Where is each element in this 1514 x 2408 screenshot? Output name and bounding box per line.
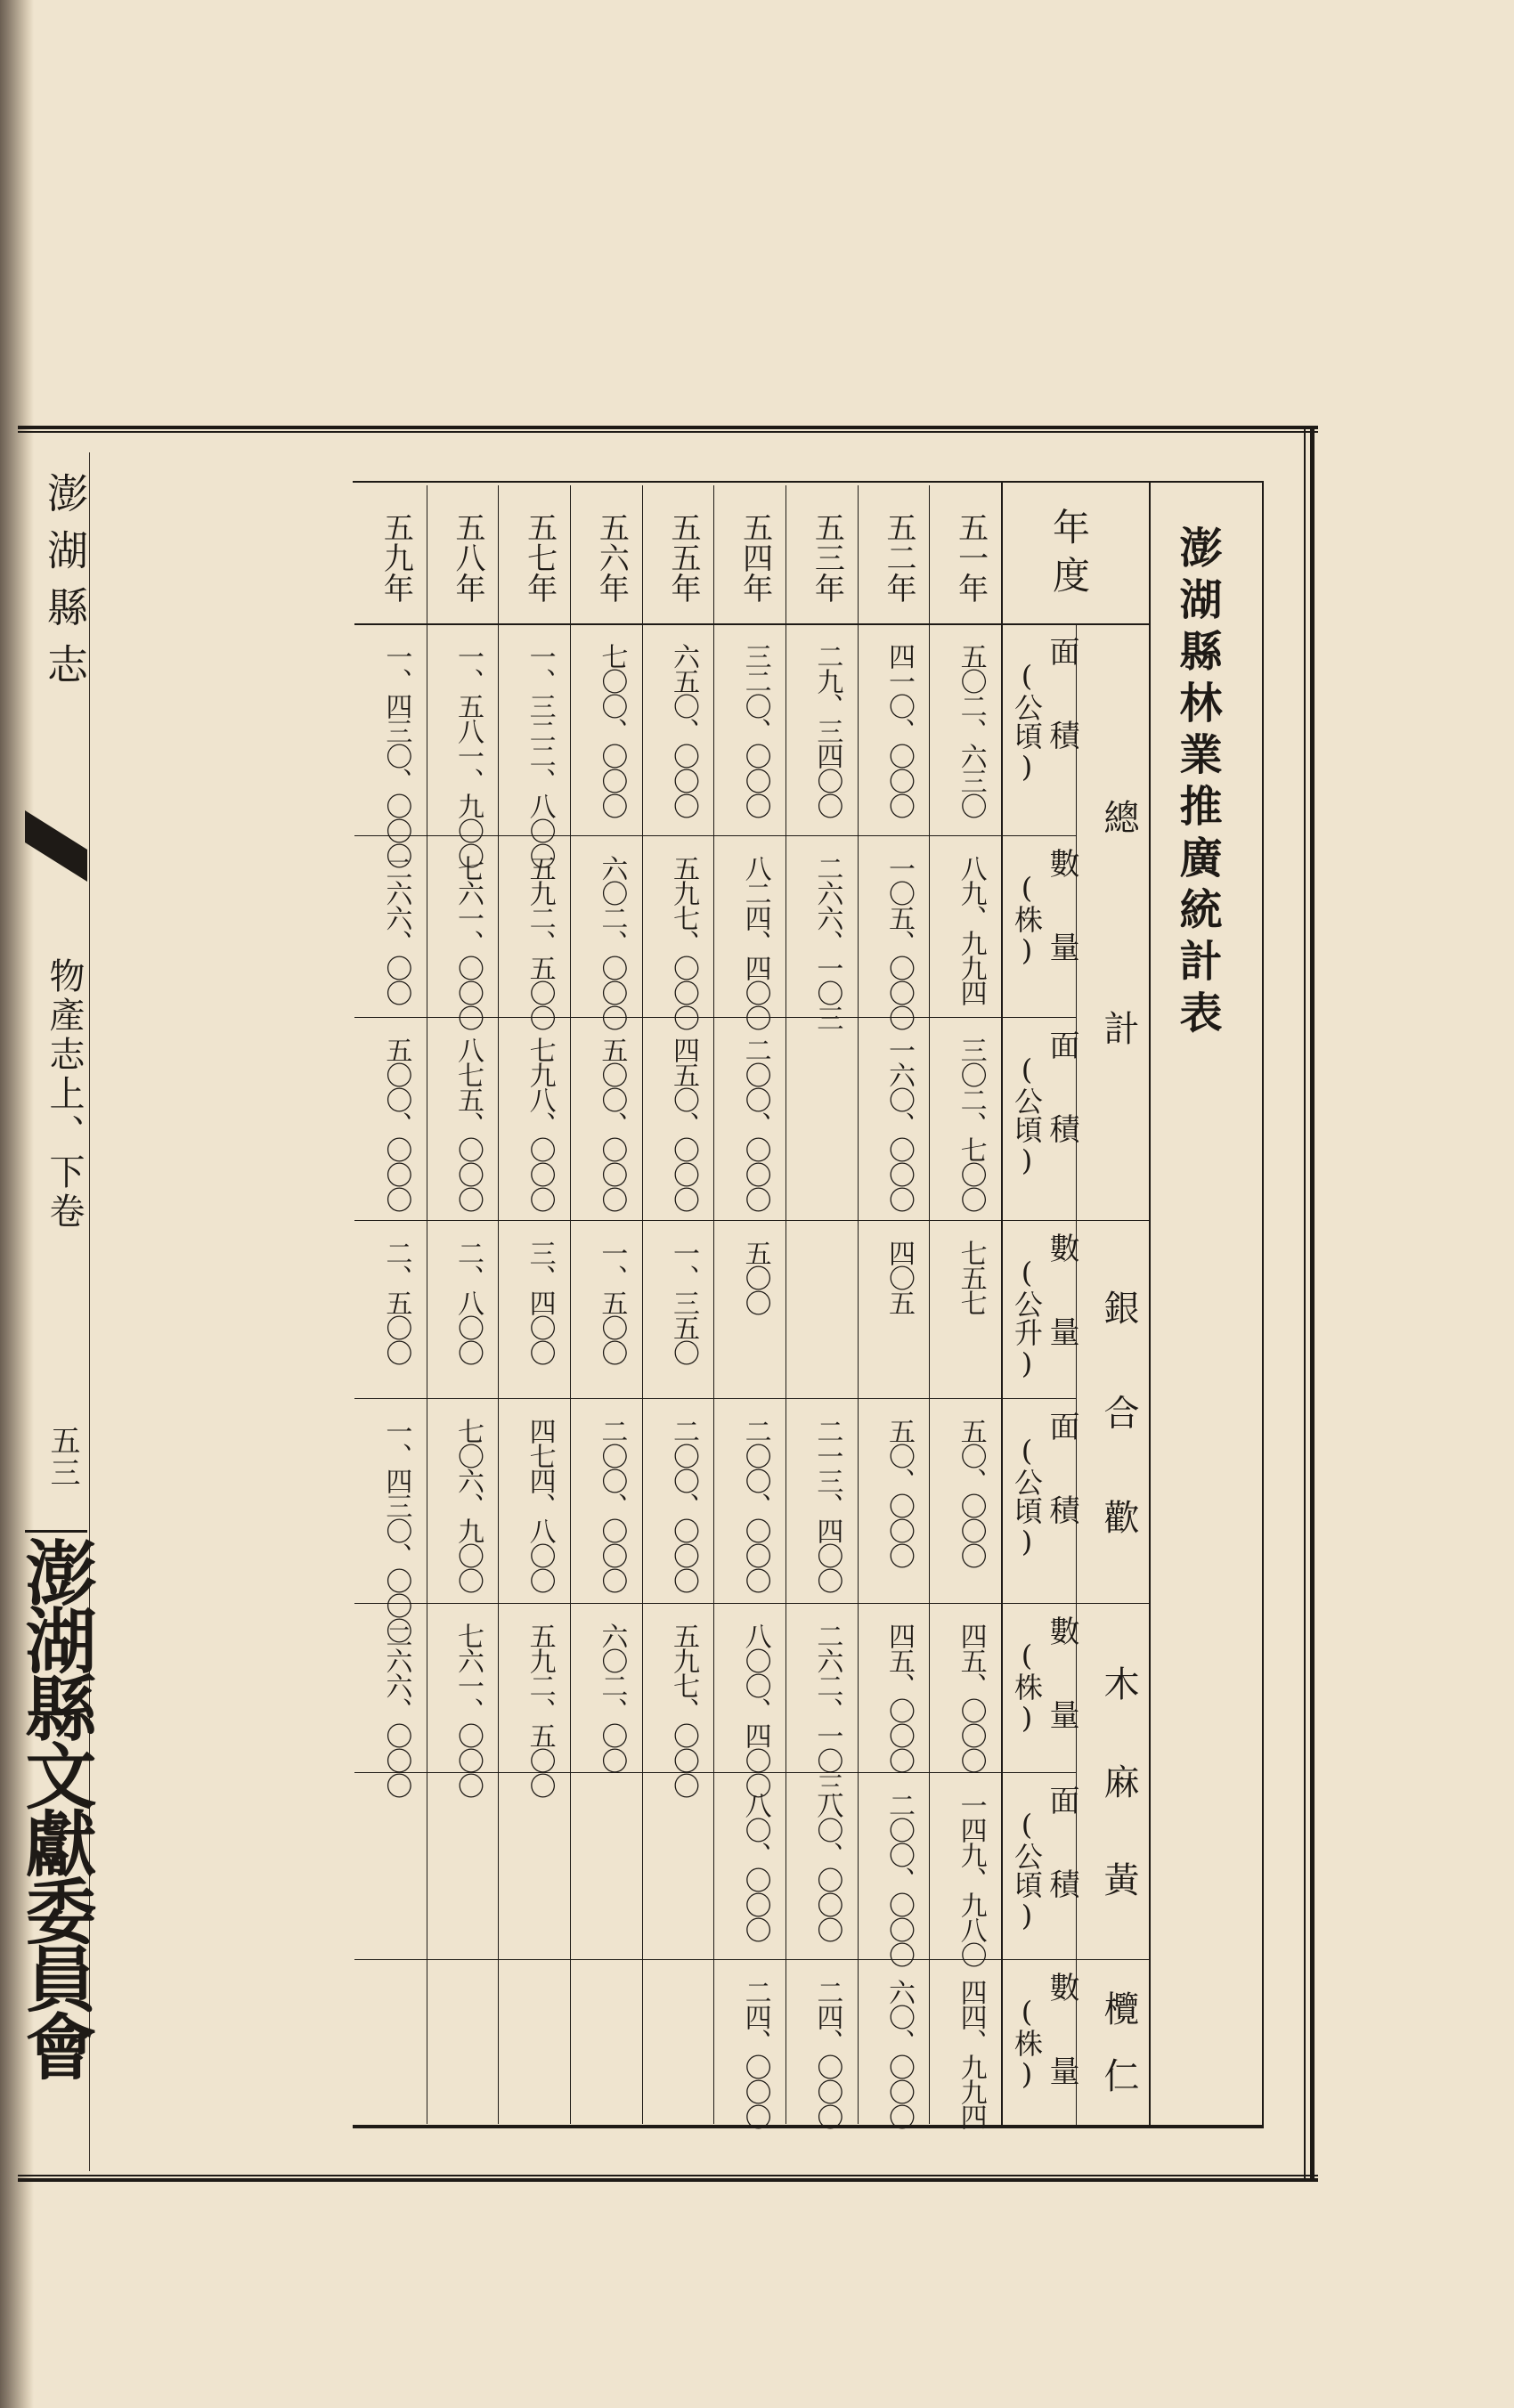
row-rule-7 xyxy=(498,485,499,2124)
sub-header-1: 數量 xyxy=(1044,848,1079,1015)
table-cell-3-6: 八〇、〇〇〇 xyxy=(739,1792,771,1941)
table-cell-2-6: 八〇、〇〇〇 xyxy=(811,1792,843,1941)
table-cell-6-0: 一、三二二、八〇〇 xyxy=(524,643,556,867)
year-label-1: 五二年 xyxy=(881,512,916,603)
table-cell-1-3: 四〇五 xyxy=(883,1240,915,1314)
table-cell-0-3: 七五七 xyxy=(955,1240,987,1314)
table-cell-1-5: 四五、〇〇〇 xyxy=(883,1623,915,1772)
row-rule-4 xyxy=(713,485,714,2124)
sub-header-4: 面積 xyxy=(1044,1411,1079,1578)
table-cell-3-0: 三二〇、〇〇〇 xyxy=(739,643,771,818)
year-label-2: 五三年 xyxy=(809,512,845,603)
sub-unit-4: (公頃) xyxy=(1010,1434,1044,1558)
table-cell-8-5: 二六六、〇〇〇 xyxy=(380,1623,412,1797)
sub-header-3: 數量 xyxy=(1044,1232,1079,1400)
table-cell-2-0: 二九、三四〇〇 xyxy=(811,643,843,818)
table-cell-7-4: 七〇六、九〇〇 xyxy=(452,1418,484,1592)
table-cell-7-1: 七六一、〇〇〇 xyxy=(452,855,484,1029)
table-cell-8-1: 二六六、〇〇 xyxy=(380,855,412,1005)
table-cell-2-7: 二四、〇〇〇 xyxy=(811,1979,843,2128)
table-cell-3-4: 二〇〇、〇〇〇 xyxy=(739,1418,771,1592)
section-title: 物產志上、下卷 xyxy=(44,957,85,1232)
column-rule-3 xyxy=(354,1220,1076,1221)
table-cell-1-7: 六〇、〇〇〇 xyxy=(883,1979,915,2128)
table-cell-0-7: 四四、九九四 xyxy=(955,1979,987,2128)
table-cell-7-2: 八七五、〇〇〇 xyxy=(452,1037,484,1211)
table-title: 澎湖縣林業推廣統計表 xyxy=(1172,525,1222,1042)
year-label-5: 五六年 xyxy=(593,512,630,603)
table-cell-4-0: 六五〇、〇〇〇 xyxy=(668,643,699,818)
margin-divider xyxy=(25,1530,87,1533)
page-number: 五三 xyxy=(45,1425,80,1489)
table-cell-0-0: 五〇二、六三〇 xyxy=(955,643,987,818)
table-cell-1-4: 五〇、〇〇〇 xyxy=(883,1418,915,1567)
table-cell-1-1: 一〇五、〇〇〇 xyxy=(883,855,915,1029)
fishtail-mark xyxy=(25,810,87,882)
table-cell-1-6: 二〇〇、〇〇〇 xyxy=(883,1792,915,1966)
table-cell-3-2: 二〇〇、〇〇〇 xyxy=(739,1037,771,1211)
column-rule-4 xyxy=(354,1398,1076,1399)
row-rule-1 xyxy=(929,485,930,2124)
header-band-rule xyxy=(1001,481,1003,2128)
book-name: 澎湖縣志 xyxy=(41,472,89,700)
table-cell-4-4: 二〇〇、〇〇〇 xyxy=(668,1418,699,1592)
year-label-7: 五八年 xyxy=(450,512,485,603)
row-rule-2 xyxy=(858,485,859,2124)
table-cell-3-3: 五〇〇 xyxy=(739,1240,771,1314)
group-name-0: 總計 xyxy=(1098,798,1139,1220)
table-cell-0-1: 八九、九九四 xyxy=(955,855,987,1005)
group-name-2: 木麻黃 xyxy=(1098,1665,1139,1959)
title-column-rule xyxy=(1149,481,1151,2128)
table-cell-0-2: 三〇二、七〇〇 xyxy=(955,1037,987,1211)
table-cell-3-5: 八〇〇、四〇〇 xyxy=(739,1623,771,1797)
table-cell-4-1: 五九七、〇〇〇 xyxy=(668,855,699,1029)
publisher-name: 澎湖縣文獻委員會 xyxy=(13,1536,97,2078)
sub-unit-6: (公頃) xyxy=(1010,1808,1044,1932)
row-rule-3 xyxy=(785,485,786,2124)
table-cell-8-3: 二、五〇〇 xyxy=(380,1240,412,1364)
table-cell-5-2: 五〇〇、〇〇〇 xyxy=(596,1037,628,1211)
table-cell-2-1: 二六六、一〇三 xyxy=(811,855,843,1029)
sub-unit-3: (公升) xyxy=(1010,1256,1044,1380)
table-cell-0-6: 一四九、九八〇 xyxy=(955,1792,987,1966)
table-cell-7-3: 二、八〇〇 xyxy=(452,1240,484,1364)
table-cell-0-4: 五〇、〇〇〇 xyxy=(955,1418,987,1567)
table-cell-4-3: 一、三五〇 xyxy=(668,1240,699,1364)
table-cell-6-4: 四七四、八〇〇 xyxy=(524,1418,556,1592)
table-cell-6-2: 七九八、〇〇〇 xyxy=(524,1037,556,1211)
table-cell-8-4: 一、四三〇、〇〇〇 xyxy=(380,1418,412,1642)
sub-header-7: 數量 xyxy=(1044,1972,1079,2139)
table-cell-6-1: 五九二、五〇〇 xyxy=(524,855,556,1029)
year-header: 年度 xyxy=(1047,508,1091,604)
table-cell-7-0: 一、五八一、九〇〇 xyxy=(452,643,484,867)
row-rule-6 xyxy=(570,485,571,2124)
sub-unit-0: (公頃) xyxy=(1010,659,1044,784)
sub-unit-2: (公頃) xyxy=(1010,1053,1044,1177)
group-name-1: 銀合歡 xyxy=(1098,1289,1139,1603)
table-cell-4-2: 四五〇、〇〇〇 xyxy=(668,1037,699,1211)
table-cell-5-0: 七〇〇、〇〇〇 xyxy=(596,643,628,818)
year-label-6: 五七年 xyxy=(521,512,558,603)
table-cell-2-5: 二六二、一〇三 xyxy=(811,1623,843,1797)
sub-header-6: 面積 xyxy=(1044,1785,1079,1952)
frame-bottom-border xyxy=(18,2175,1318,2182)
table-cell-2-4: 二一三、四〇〇 xyxy=(811,1418,843,1592)
table-cell-5-3: 一、五〇〇 xyxy=(596,1240,628,1364)
table-cell-1-0: 四一〇、〇〇〇 xyxy=(883,643,915,818)
year-label-3: 五四年 xyxy=(737,512,773,603)
sub-unit-7: (株) xyxy=(1010,1995,1044,2091)
table-cell-7-5: 七六一、〇〇〇 xyxy=(452,1623,484,1797)
frame-right-border xyxy=(1304,427,1315,2180)
table-cell-6-5: 五九二、五〇〇 xyxy=(524,1623,556,1797)
table-cell-3-7: 二四、〇〇〇 xyxy=(739,1979,771,2128)
group-name-3: 欖仁 xyxy=(1098,1990,1139,2124)
year-label-4: 五五年 xyxy=(665,512,701,603)
year-label-8: 五九年 xyxy=(378,512,414,603)
table-cell-5-4: 二〇〇、〇〇〇 xyxy=(596,1418,628,1592)
year-label-0: 五一年 xyxy=(952,512,989,603)
sub-header-2: 面積 xyxy=(1044,1029,1079,1197)
sub-header-5: 數量 xyxy=(1044,1615,1079,1783)
sub-unit-1: (株) xyxy=(1010,871,1044,967)
table-cell-8-2: 五〇〇、〇〇〇 xyxy=(380,1037,412,1211)
table-cell-6-3: 三、四〇〇 xyxy=(524,1240,556,1364)
table-cell-4-5: 五九七、〇〇〇 xyxy=(668,1623,699,1797)
year-band-rule xyxy=(354,623,1149,625)
sub-unit-5: (株) xyxy=(1010,1639,1044,1735)
sub-header-0: 面積 xyxy=(1044,636,1079,803)
column-rule-5 xyxy=(354,1603,1076,1604)
group-rule-0 xyxy=(1076,1220,1149,1221)
row-rule-5 xyxy=(642,485,643,2124)
group-rule-2 xyxy=(1076,1959,1149,1960)
table-cell-3-1: 八二四、四〇〇 xyxy=(739,855,771,1029)
table-cell-5-5: 六〇二、〇〇 xyxy=(596,1623,628,1772)
frame-top-border xyxy=(18,426,1318,433)
group-rule-1 xyxy=(1076,1603,1149,1604)
table-cell-1-2: 一六〇、〇〇〇 xyxy=(883,1037,915,1211)
table-cell-5-1: 六〇二、〇〇〇 xyxy=(596,855,628,1029)
table-cell-8-0: 一、四三〇、〇〇〇 xyxy=(380,643,412,867)
table-cell-0-5: 四五、〇〇〇 xyxy=(955,1623,987,1772)
